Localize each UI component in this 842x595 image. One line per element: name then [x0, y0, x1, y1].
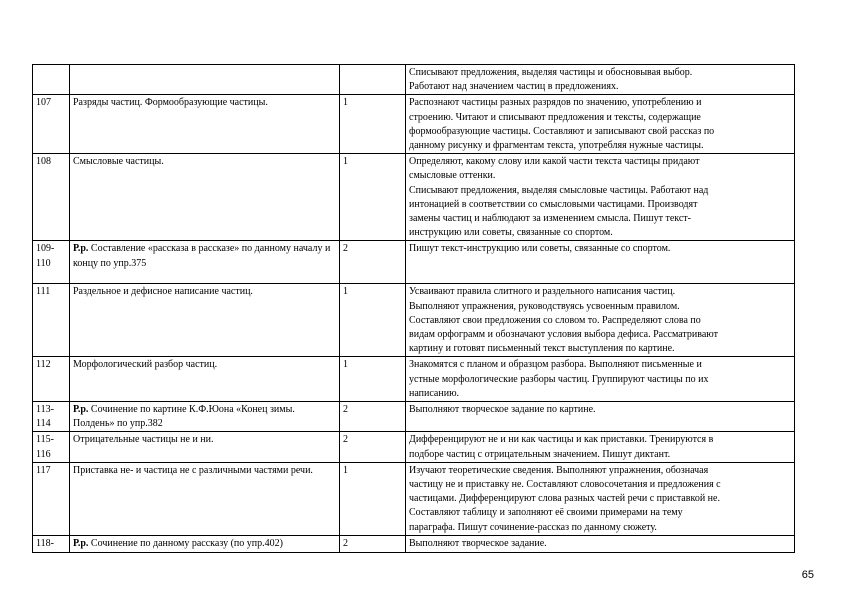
lesson-number-cell: 112: [33, 357, 70, 402]
lesson-number-cell: [33, 65, 70, 95]
lesson-topic-cell: [70, 535, 340, 552]
lesson-topic-text: Составление «рассказа в рассказе» по данному началу и концу по упр.375: [73, 243, 331, 269]
activity-line: устные морфологические разборы частиц. Группируют частицы по их: [409, 373, 709, 385]
student-activities-cell: [406, 241, 795, 284]
activity-line: инструкцию или советы, связанные со спортом.: [409, 227, 613, 239]
speech-development-prefix: Р.р.: [73, 243, 89, 255]
activity-line: частицами. Дифференцируют слова разных частей речи с приставкой не.: [409, 493, 720, 505]
activity-line: данному рисунку и фрагментам текста, употребляя нужные частицы.: [409, 140, 704, 152]
activity-line: интонацией в соответствии со смысловыми частицами. Производят: [409, 198, 698, 210]
activity-line: картину и готовят письменный текст выступления по картине.: [409, 343, 675, 355]
activity-line: Составляют свои предложения со словом то. Распределяют слова по: [409, 314, 701, 326]
activity-line: Дифференцируют не и ни как частицы и как приставки. Тренируются в: [409, 434, 714, 446]
table-row: [33, 432, 795, 462]
lesson-number-cell: 113-114: [33, 402, 70, 432]
hours-cell: 2: [340, 535, 406, 552]
activity-line: Пишут текст-инструкцию или советы, связанные со спортом.: [409, 243, 671, 255]
table-row: [33, 535, 795, 552]
hours-cell: 2: [340, 402, 406, 432]
table-row: [33, 284, 795, 357]
lesson-topic-text: Раздельное и дефисное написание частиц.: [73, 286, 253, 298]
lesson-topic-cell: [70, 154, 340, 241]
activity-line: Списывают предложения, выделяя частицы и обосновывая выбор.: [409, 67, 693, 78]
table-row: [33, 357, 795, 402]
hours-cell: 1: [340, 154, 406, 241]
lesson-topic-cell: [70, 65, 340, 95]
table-row: [33, 95, 795, 154]
lesson-topic-cell: [70, 95, 340, 154]
lesson-topic-text: Приставка не- и частица не с различными частями речи.: [73, 464, 313, 476]
activity-line: замены частиц и наблюдают за изменением смысла. Пишут текст-: [409, 213, 692, 225]
page-number: 65: [801, 569, 814, 581]
activity-line: Изучают теоретические сведения. Выполняют упражнения, обозначая: [409, 464, 709, 476]
student-activities-cell: [406, 402, 795, 432]
speech-development-prefix: Р.р.: [73, 404, 89, 416]
student-activities-cell: [406, 154, 795, 241]
student-activities-cell: [406, 535, 795, 552]
activity-line: Определяют, какому слову или какой части текста частицы придают: [409, 156, 700, 168]
lesson-topic-cell: [70, 462, 340, 535]
table-row: [33, 241, 795, 284]
table-row: [33, 402, 795, 432]
activity-line: формообразующие частицы. Составляют и записывают свой рассказ по: [409, 125, 715, 137]
lesson-number-cell: 107: [33, 95, 70, 154]
lesson-number-cell: 109-110: [33, 241, 70, 284]
hours-cell: [340, 65, 406, 95]
student-activities-cell: [406, 95, 795, 154]
table-row: [33, 65, 795, 95]
student-activities-cell: [406, 357, 795, 402]
lesson-number-cell: 118-: [33, 535, 70, 552]
hours-cell: 1: [340, 462, 406, 535]
lesson-topic-text: Смысловые частицы.: [73, 156, 164, 168]
activity-line: частицу не и приставку не. Составляют словосочетания и предложения с: [409, 479, 721, 491]
activity-line: Знакомятся с планом и образцом разбора. Выполняют письменные и: [409, 359, 702, 371]
activity-line: строению. Читают и списывают предложения и тексты, содержащие: [409, 111, 701, 123]
lesson-topic-cell: [70, 284, 340, 357]
table-row: [33, 462, 795, 535]
student-activities-cell: [406, 432, 795, 462]
lesson-topic-text: Морфологический разбор частиц.: [73, 359, 218, 371]
hours-cell: 2: [340, 432, 406, 462]
lesson-number-cell: 115-116: [33, 432, 70, 462]
activity-line: Усваивают правила слитного и раздельного написания частиц.: [409, 286, 676, 298]
hours-cell: 2: [340, 241, 406, 284]
hours-cell: 1: [340, 95, 406, 154]
student-activities-cell: [406, 284, 795, 357]
activity-line: смысловые оттенки.: [409, 170, 496, 182]
lesson-topic-text: Отрицательные частицы не и ни.: [73, 434, 214, 446]
lesson-number-cell: 111: [33, 284, 70, 357]
lesson-topic-cell: [70, 402, 340, 432]
lesson-plan-body: [33, 65, 795, 553]
lesson-topic-cell: [70, 241, 340, 284]
table-row: [33, 154, 795, 241]
lesson-topic-text: Разряды частиц. Формообразующие частицы.: [73, 97, 268, 109]
activity-line: Выполняют творческое задание по картине.: [409, 404, 596, 416]
lesson-number-cell: 117: [33, 462, 70, 535]
activity-line: Распознают частицы разных разрядов по значению, употреблению и: [409, 97, 702, 109]
activity-line: Списывают предложения, выделяя смысловые частицы. Работают над: [409, 184, 709, 196]
activity-line: Выполняют творческое задание.: [409, 537, 547, 549]
activity-line: подборе частиц с отрицательным значением. Пишут диктант.: [409, 448, 671, 460]
lesson-topic-cell: [70, 357, 340, 402]
activity-line: параграфа. Пишут сочинение-рассказ по данному сюжету.: [409, 521, 657, 533]
lesson-plan-table: [32, 64, 795, 553]
lesson-topic-cell: [70, 432, 340, 462]
hours-cell: 1: [340, 357, 406, 402]
lesson-number-cell: 108: [33, 154, 70, 241]
lesson-topic-text: Сочинение по данному рассказу (по упр.402): [88, 537, 283, 549]
activity-line: Выполняют упражнения, руководствуясь усвоенным правилом.: [409, 300, 680, 312]
activity-line: видам орфограмм и обозначают условия выбора дефиса. Рассматривают: [409, 329, 719, 341]
activity-line: Работают над значением частиц в предложениях.: [409, 81, 619, 93]
activity-line: Составляют таблицу и заполняют её своими примерами на тему: [409, 507, 683, 519]
student-activities-cell: [406, 462, 795, 535]
hours-cell: 1: [340, 284, 406, 357]
activity-line: написанию.: [409, 387, 460, 399]
speech-development-prefix: Р.р.: [73, 537, 89, 549]
student-activities-cell: [406, 65, 795, 95]
lesson-topic-text: Сочинение по картине К.Ф.Юона «Конец зимы. Полдень» по упр.382: [73, 404, 295, 430]
